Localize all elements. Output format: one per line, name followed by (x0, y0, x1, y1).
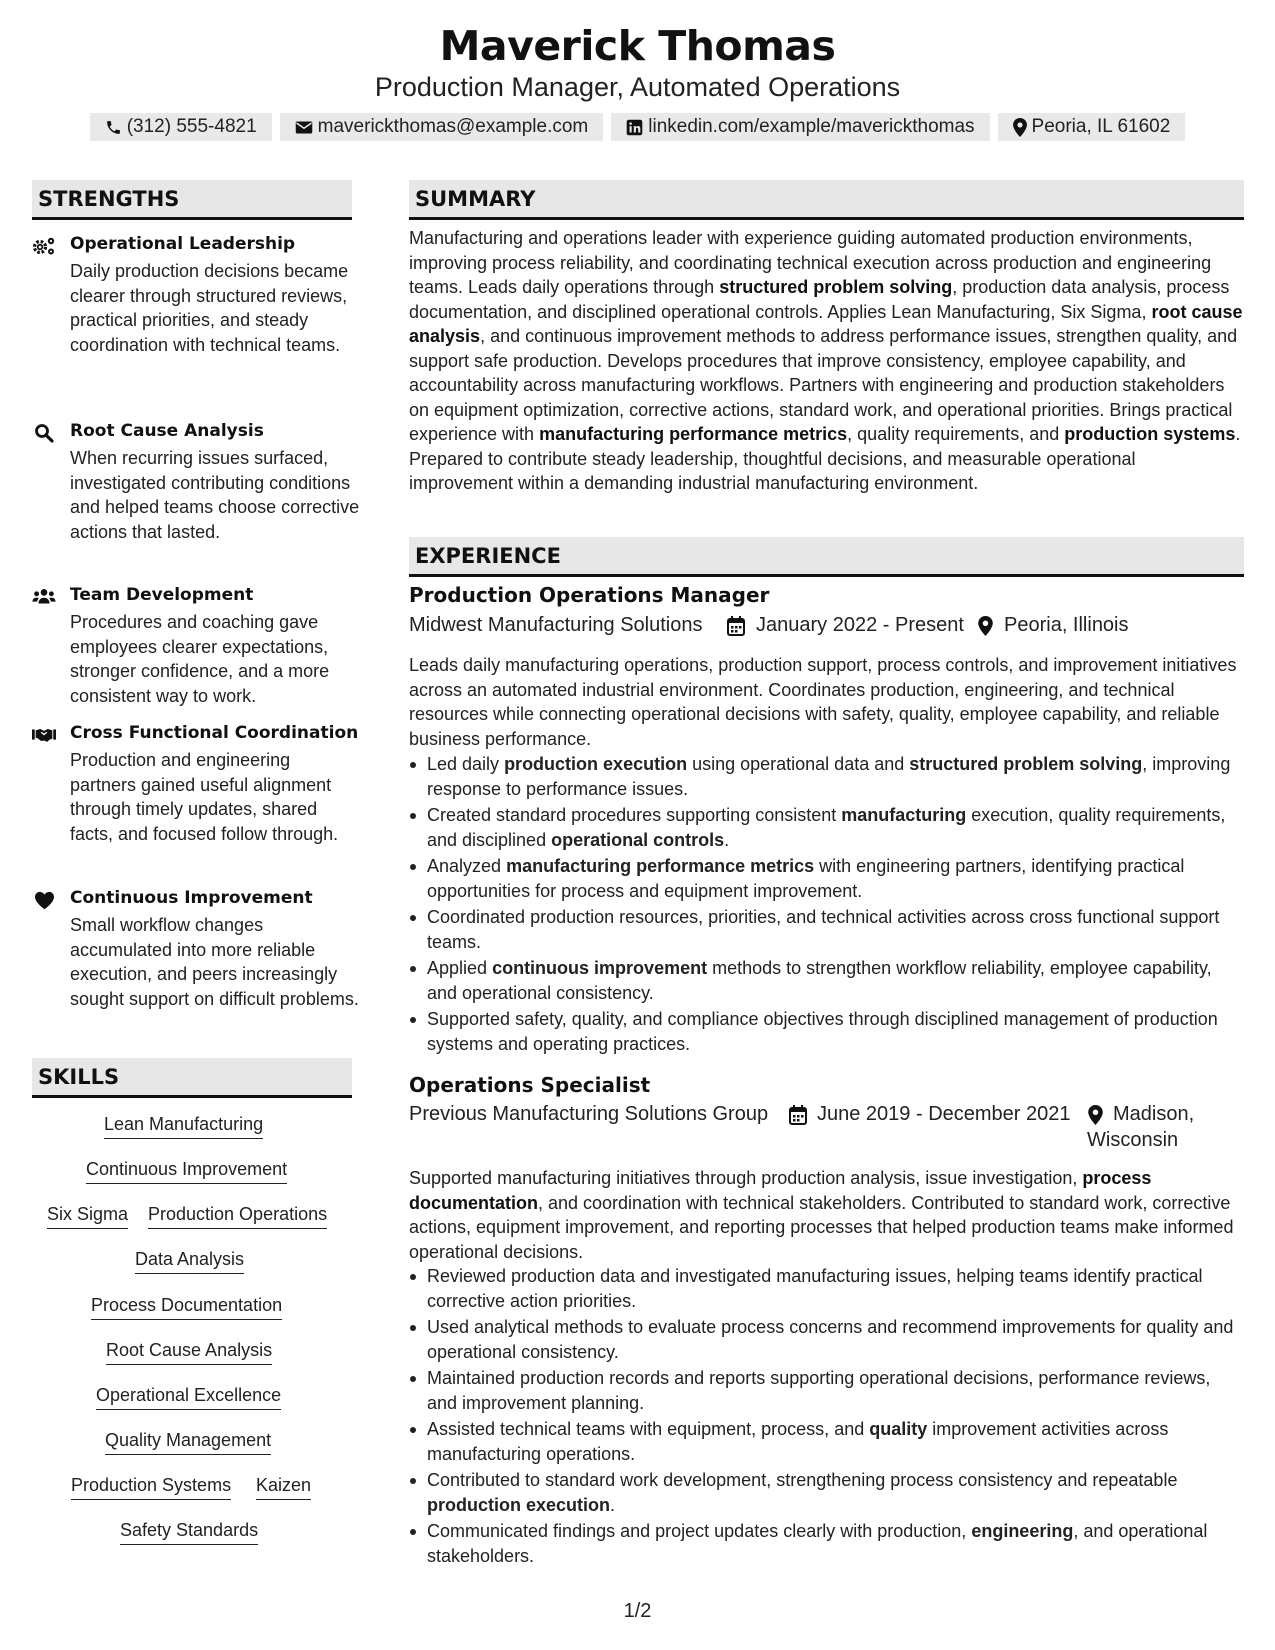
phone-text: (312) 555-4821 (126, 116, 257, 137)
bold-keyword: process documentation (409, 1168, 1152, 1213)
bold-keyword: manufacturing performance metrics (539, 424, 848, 444)
bullet-item: Supported safety, quality, and compliance objectives through disciplined management of production systems and operating practices. (409, 1007, 1244, 1056)
bullet-item: Used analytical methods to evaluate process concerns and recommend improvements for quality and operational consistency. (409, 1315, 1244, 1364)
bold-keyword: quality (869, 1419, 928, 1439)
bullet-item: Led daily production execution using operational data and structured problem solving, improving response to performance issues. (409, 752, 1244, 801)
bold-keyword: production execution (427, 1494, 611, 1515)
strength-description: Production and engineering partners gained useful alignment through timely updates, shared facts, and focused follow through. (70, 750, 339, 844)
map-pin-icon (978, 616, 993, 642)
phone-icon (105, 119, 122, 136)
bullet-item: Applied continuous improvement methods to strengthen workflow reliability, employee capability, and operational consistency. (409, 956, 1244, 1005)
skill-tag: Six Sigma (47, 1204, 128, 1229)
bullet-item: Assisted technical teams with equipment, process, and quality improvement activities across manufacturing operations. (409, 1417, 1244, 1466)
strength-item (32, 723, 359, 873)
job-meta (409, 1103, 1244, 1159)
job-description: Supported manufacturing initiatives through production analysis, issue investigation, process documentation, and coordination with technical stakeholders. Contributed to standard work, corrective actions, equipment improvement, and reporting processes that helped production teams make informed operational decisions. (409, 1168, 1234, 1262)
bold-keyword: manufacturing performance metrics (506, 856, 815, 876)
location-text: Peoria, IL 61602 (1031, 116, 1171, 137)
bold-keyword: manufacturing (841, 805, 967, 825)
strength-item (32, 585, 352, 710)
bold-keyword: production execution (504, 754, 688, 774)
job-bullets (409, 752, 1244, 1058)
job-title: Operations Specialist (409, 1073, 651, 1097)
gears-icon (32, 236, 56, 256)
strength-description: When recurring issues surfaced, investigated contributing conditions and helped teams choose corrective actions that lasted. (70, 448, 360, 542)
job-dates: January 2022 - Present (756, 614, 964, 636)
skill-tag: Safety Standards (120, 1520, 258, 1545)
summary-heading: SUMMARY (409, 180, 1244, 220)
job-location: Peoria, Illinois (1004, 614, 1129, 636)
users-icon (32, 587, 56, 607)
skill-tag: Continuous Improvement (86, 1159, 287, 1184)
bullet-item: Maintained production records and reports supporting operational decisions, performance reviews, and improvement planning. (409, 1366, 1244, 1415)
skill-tag: Production Operations (148, 1204, 327, 1229)
contact-email[interactable] (280, 113, 604, 141)
contact-location (998, 113, 1186, 141)
bold-keyword: engineering (971, 1521, 1074, 1541)
email-text: maverickthomas@example.com (317, 116, 589, 137)
skill-tag: Production Systems (71, 1475, 231, 1500)
contact-linkedin[interactable] (611, 113, 989, 141)
job-company: Previous Manufacturing Solutions Group (409, 1103, 769, 1125)
strength-description: Procedures and coaching gave employees clearer expectations, stronger confidence, and a more consistent way to work. (70, 612, 330, 706)
skill-tag: Lean Manufacturing (104, 1114, 263, 1139)
envelope-icon (295, 120, 313, 135)
page-number: 1/2 (623, 1600, 652, 1622)
handshake-icon (32, 725, 56, 745)
calendar-icon (789, 1105, 807, 1131)
job-description: Leads daily manufacturing operations, production support, process controls, and improvement initiatives across an automated industrial environment. Coordinates production, engineering, and technical resources while connecting operational decisions with safety, quality, employee capability, and reliable business performance. (409, 655, 1237, 749)
job-company: Midwest Manufacturing Solutions (409, 614, 703, 636)
strength-title: Continuous Improvement (70, 888, 313, 908)
skill-tag: Quality Management (105, 1430, 271, 1455)
contact-phone[interactable] (90, 113, 272, 141)
skill-tag: Data Analysis (135, 1249, 244, 1274)
experience-heading: EXPERIENCE (409, 537, 1244, 577)
candidate-title: Production Manager, Automated Operations (374, 72, 901, 102)
linkedin-icon (626, 119, 643, 136)
map-pin-icon (1088, 1105, 1103, 1131)
job-location-city: Madison, (1113, 1103, 1195, 1125)
summary-text: Manufacturing and operations leader with experience guiding automated production environments, improving process reliability, and coordinating technical execution across production and engineering teams. Leads daily operations through structured problem solving, production data analysis, process documentation, and disciplined operational controls. Applies Lean Manufacturing, Six Sigma, root cause analysis, and continuous improvement methods to address performance issues, strengthen quality, and support safe production. Develops procedures that improve consistency, employee capability, and accountability across manufacturing workflows. Partners with engineering and production stakeholders on equipment optimization, corrective actions, standard work, and operational priorities. Brings practical experience with manufacturing performance metrics, quality requirements, and production systems. Prepared to contribute steady leadership, thoughtful decisions, and measurable operational improvement within a demanding industrial manufacturing environment. (409, 228, 1243, 493)
strengths-heading: STRENGTHS (32, 180, 352, 220)
bold-keyword: production systems (1064, 424, 1236, 444)
strength-description: Daily production decisions became clearer through structured reviews, practical priorities, and steady coordination with technical teams. (70, 261, 349, 355)
job-dates: June 2019 - December 2021 (817, 1103, 1071, 1125)
skill-tag: Process Documentation (91, 1295, 282, 1320)
strength-title: Cross Functional Coordination (70, 723, 359, 743)
strength-title: Operational Leadership (70, 234, 296, 254)
strength-item (32, 421, 360, 571)
bullet-item: Created standard procedures supporting consistent manufacturing execution, quality requirements, and disciplined operational controls. (409, 803, 1244, 852)
skill-tag: Kaizen (256, 1475, 311, 1500)
bold-keyword: root cause analysis (409, 301, 1243, 346)
bullet-item: Analyzed manufacturing performance metrics with engineering partners, identifying practical opportunities for process and equipment improvement. (409, 854, 1244, 903)
strength-title: Team Development (70, 585, 254, 605)
job-bullets (409, 1264, 1244, 1570)
bold-keyword: structured problem solving (719, 277, 953, 297)
bullet-item: Contributed to standard work development, strengthening process consistency and repeatable production execution. (409, 1468, 1244, 1517)
contact-bar (0, 113, 1275, 141)
skills-heading: SKILLS (32, 1058, 352, 1098)
strength-item (32, 888, 359, 1038)
search-icon (32, 423, 56, 443)
job-meta (409, 614, 1244, 642)
bold-keyword: operational controls (551, 829, 725, 850)
candidate-name: Maverick Thomas (439, 22, 836, 70)
bold-keyword: structured problem solving (909, 754, 1143, 774)
heart-icon (32, 890, 56, 910)
calendar-icon (727, 616, 745, 642)
bullet-item: Coordinated production resources, priorities, and technical activities across cross functional support teams. (409, 905, 1244, 954)
skill-tag: Operational Excellence (96, 1385, 281, 1410)
bullet-item: Reviewed production data and investigated manufacturing issues, helping teams identify practical corrective action priorities. (409, 1264, 1244, 1313)
map-pin-icon (1013, 118, 1027, 137)
strength-description: Small workflow changes accumulated into more reliable execution, and peers increasingly sought support on difficult problems. (70, 915, 359, 1009)
strength-item (32, 234, 352, 404)
job-title: Production Operations Manager (409, 583, 770, 607)
linkedin-text: linkedin.com/example/maverickthomas (648, 116, 975, 137)
bullet-item: Communicated findings and project updates clearly with production, engineering, and operational stakeholders. (409, 1519, 1244, 1568)
job-location-state: Wisconsin (1087, 1129, 1179, 1151)
skill-tag: Root Cause Analysis (106, 1340, 272, 1365)
bold-keyword: continuous improvement (492, 958, 708, 978)
strength-title: Root Cause Analysis (70, 421, 264, 441)
